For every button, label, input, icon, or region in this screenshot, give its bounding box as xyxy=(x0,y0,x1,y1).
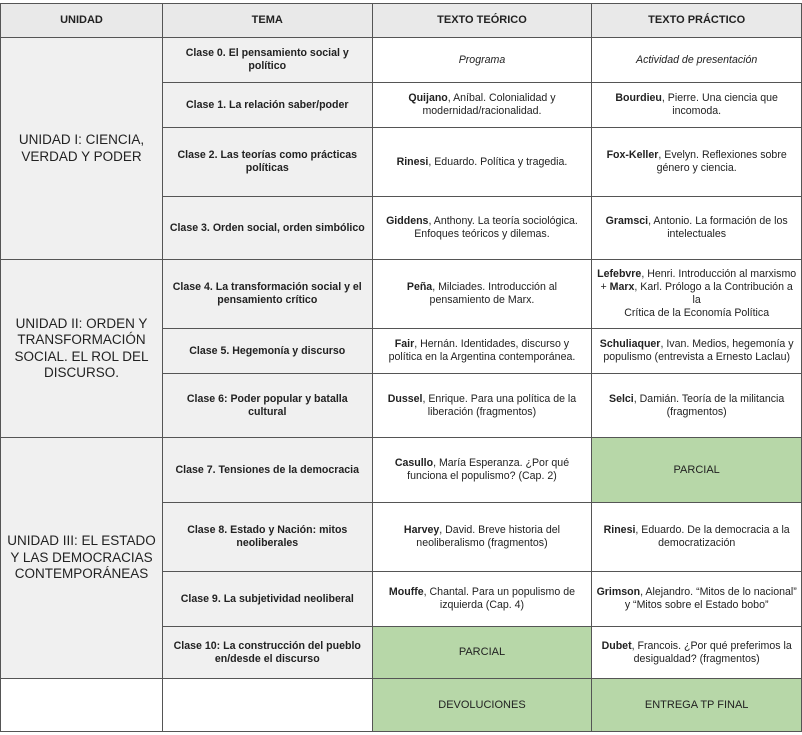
author-name: Harvey xyxy=(403,524,440,536)
author-name: Dubet xyxy=(601,639,632,652)
teorico-cell xyxy=(372,260,592,329)
practico-text: Actividad de presentación xyxy=(636,53,758,66)
reference-text: , Antonio. La formación de los intelectuales xyxy=(648,215,788,240)
table-row xyxy=(1,38,802,83)
author-name: Dussel xyxy=(387,392,423,405)
tema-cell: Clase 1. La relación saber/poder xyxy=(162,83,372,128)
reference-text: , Eduardo. Política y tragedia. xyxy=(428,155,568,168)
practico-cell xyxy=(592,38,802,83)
table-row xyxy=(1,260,802,329)
empty-tema-cell xyxy=(162,679,372,732)
teorico-cell xyxy=(372,38,592,83)
reference-text: , Francois. ¿Por qué preferimos la desigualdad? (fragmentos) xyxy=(631,639,792,665)
reference-text: , Henri. Introducción al marxismo + xyxy=(600,268,797,293)
syllabus-table xyxy=(0,3,802,732)
author-name: Quijano xyxy=(408,92,448,104)
tema-cell: Clase 9. La subjetividad neoliberal xyxy=(162,572,372,627)
author-name: Fox-Keller xyxy=(606,149,659,161)
parcial-cell: PARCIAL xyxy=(372,627,592,679)
reference-text: Crítica de la Economía Política xyxy=(624,307,770,319)
teorico-cell xyxy=(372,329,592,374)
reference-text: , Pierre. Una ciencia que incomoda. xyxy=(661,92,778,117)
table-row xyxy=(1,679,802,732)
teorico-text: Programa xyxy=(458,53,506,66)
reference-text: , Chantal. Para un populismo de izquierda (Cap. 4) xyxy=(423,586,575,611)
practico-cell xyxy=(592,374,802,438)
unit-2-cell: UNIDAD II: ORDEN Y TRANSFORMACIÓN SOCIAL. EL ROL DEL DISCURSO. xyxy=(1,260,163,438)
reference-text: , María Esperanza. ¿Por qué funciona el populismo? (Cap. 2) xyxy=(407,457,570,482)
reference-text: , Karl. Prólogo a la Contribución a la xyxy=(634,281,793,306)
second-author-name: Marx xyxy=(609,281,635,293)
tema-cell: Clase 0. El pensamiento social y político xyxy=(162,38,372,83)
teorico-cell xyxy=(372,572,592,627)
header-texto-teorico: TEXTO TEÓRICO xyxy=(372,4,592,38)
reference-text: , Ivan. Medios, hegemonía y populismo (entrevista a Ernesto Laclau) xyxy=(603,338,794,363)
tema-cell: Clase 3. Orden social, orden simbólico xyxy=(162,197,372,260)
reference-text: , Damián. Teoría de la militancia (fragmentos) xyxy=(633,392,785,418)
author-name: Rinesi xyxy=(603,524,636,536)
practico-cell xyxy=(592,503,802,572)
author-name: Fair xyxy=(394,338,415,350)
table-row xyxy=(1,438,802,503)
practico-cell xyxy=(592,83,802,128)
author-name: Giddens xyxy=(386,215,429,227)
practico-cell xyxy=(592,627,802,679)
devoluciones-cell: DEVOLUCIONES xyxy=(372,679,592,732)
reference-text: , David. Breve historia del neoliberalismo (fragmentos) xyxy=(416,524,560,549)
header-unidad: UNIDAD xyxy=(1,4,163,38)
reference-text: , Eduardo. De la democracia a la democratización xyxy=(635,524,790,549)
author-name: Peña xyxy=(406,281,433,293)
author-name: Bourdieu xyxy=(615,92,662,104)
empty-unit-cell xyxy=(1,679,163,732)
author-name: Mouffe xyxy=(388,586,424,598)
tema-cell: Clase 4. La transformación social y el pensamiento crítico xyxy=(162,260,372,329)
tema-cell: Clase 10: La construcción del pueblo en/desde el discurso xyxy=(162,627,372,679)
teorico-cell xyxy=(372,197,592,260)
unit-3-cell: UNIDAD III: EL ESTADO Y LAS DEMOCRACIAS CONTEMPORÁNEAS xyxy=(1,438,163,679)
header-tema: TEMA xyxy=(162,4,372,38)
reference-text: , Hernán. Identidades, discurso y política en la Argentina contemporánea. xyxy=(388,338,576,363)
author-name: Rinesi xyxy=(396,155,429,168)
header-texto-practico: TEXTO PRÁCTICO xyxy=(592,4,802,38)
tema-cell: Clase 8. Estado y Nación: mitos neoliberales xyxy=(162,503,372,572)
practico-cell xyxy=(592,197,802,260)
author-name: Selci xyxy=(609,392,634,405)
teorico-cell xyxy=(372,83,592,128)
reference-text: , Anthony. La teoría sociológica. Enfoques teóricos y dilemas. xyxy=(414,215,578,240)
author-name: Grimson xyxy=(596,586,641,598)
teorico-cell xyxy=(372,503,592,572)
tema-cell: Clase 7. Tensiones de la democracia xyxy=(162,438,372,503)
reference-text: , Alejandro. “Mitos de lo nacional” y “Mitos sobre el Estado bobo” xyxy=(624,586,797,611)
tema-cell: Clase 5. Hegemonía y discurso xyxy=(162,329,372,374)
author-name: Schuliaquer xyxy=(599,338,661,350)
entrega-tp-final-cell: ENTREGA TP FINAL xyxy=(592,679,802,732)
practico-cell xyxy=(592,572,802,627)
tema-cell: Clase 6: Poder popular y batalla cultural xyxy=(162,374,372,438)
teorico-cell xyxy=(372,374,592,438)
teorico-cell xyxy=(372,438,592,503)
reference-text: , Milciades. Introducción al pensamiento de Marx. xyxy=(429,281,558,306)
author-name: Casullo xyxy=(394,457,434,469)
practico-cell xyxy=(592,329,802,374)
reference-text: , Evelyn. Reflexiones sobre género y ciencia. xyxy=(656,149,787,174)
parcial-cell: PARCIAL xyxy=(592,438,802,503)
unit-1-cell: UNIDAD I: CIENCIA, VERDAD Y PODER xyxy=(1,38,163,260)
reference-text: , Aníbal. Colonialidad y modernidad/racionalidad. xyxy=(422,92,556,117)
reference-text: , Enrique. Para una política de la liberación (fragmentos) xyxy=(422,392,577,418)
author-name: Gramsci xyxy=(605,215,649,227)
tema-cell: Clase 2. Las teorías como prácticas políticas xyxy=(162,128,372,197)
teorico-cell xyxy=(372,128,592,197)
practico-cell xyxy=(592,128,802,197)
author-name: Lefebvre xyxy=(597,268,642,280)
header-row xyxy=(1,4,802,38)
practico-cell xyxy=(592,260,802,329)
